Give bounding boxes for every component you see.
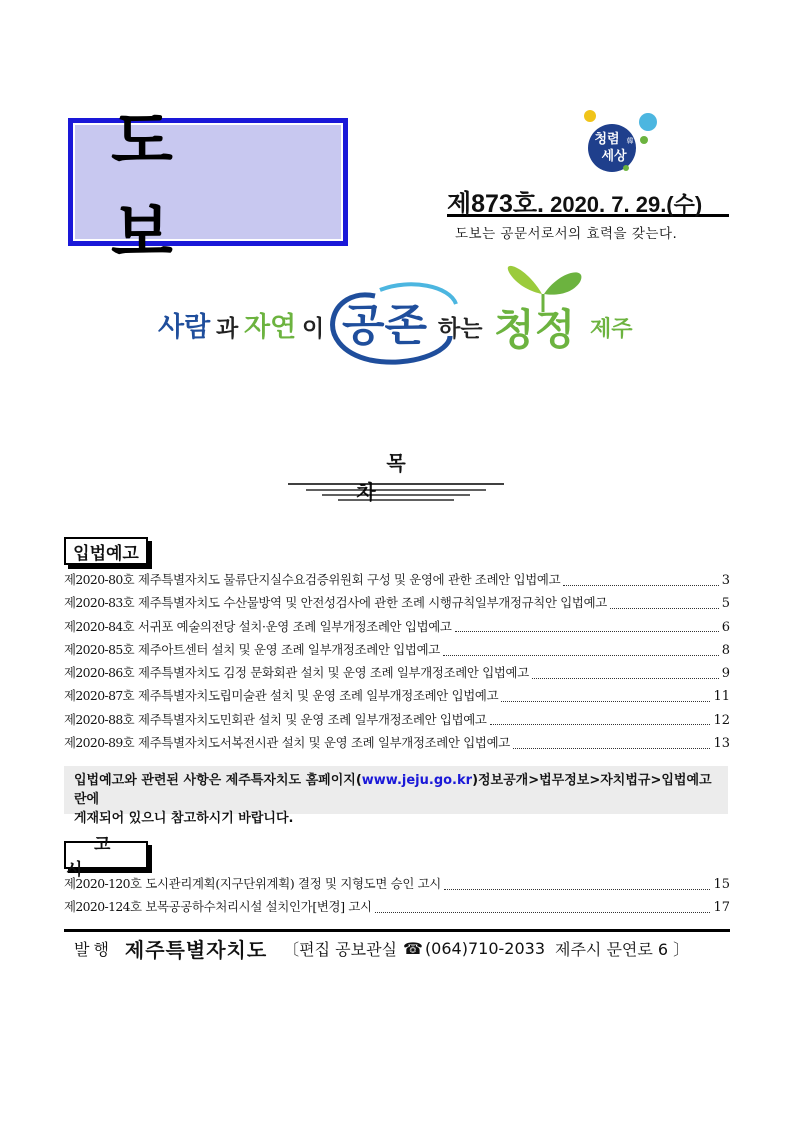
toc-entry-title: 제주특별자치도민회관 설치 및 운영 조례 일부개정조례안 입법예고: [138, 711, 487, 727]
toc-leader-dots: [610, 607, 719, 609]
toc-leader-dots: [501, 700, 710, 702]
toc-title: 목차: [356, 451, 466, 504]
toc-entry-title: 제주특별자치도 수산물방역 및 안전성검사에 관한 조례 시행규칙일부개정규칙안 입법예고: [138, 595, 607, 611]
issue-line: [447, 184, 729, 217]
toc-entry-number: 제2020-83호: [64, 595, 135, 611]
masthead-inner: [73, 104, 343, 271]
toc-leader-dots: [490, 723, 711, 725]
toc-entry[interactable]: [64, 640, 730, 663]
toc-entry-page: 12: [713, 712, 730, 728]
address: 제주시 문연로 6 〕: [555, 939, 690, 959]
toc-leader-dots: [455, 630, 719, 632]
toc-entry-title: 제주특별자치도립미술관 설치 및 운영 조례 일부개정조례안 입법예고: [138, 688, 499, 704]
notice-line1: [74, 771, 718, 809]
toc-entry-title: 제주특별자치도서복전시관 설치 및 운영 조례 일부개정조례안 입법예고: [138, 735, 510, 751]
toc-entry-title: 제주특별자치도 물류단지실수요검증위원회 구성 및 운영에 관한 조례안 입법예고: [138, 572, 561, 587]
toc-entry-title: 도시관리계획(지구단위계획) 결정 및 지형도면 승인 고시: [145, 876, 441, 891]
toc-entry-page: 9: [721, 666, 730, 682]
masthead-frame: [68, 104, 348, 271]
toc-entry-number: 제2020-124호: [64, 899, 142, 915]
notices-list: [64, 874, 730, 921]
toc-entry-title: 제주아트센터 설치 및 운영 조례 일부개정조례안 입법예고: [138, 641, 440, 657]
toc-entry-number: 제2020-86호: [64, 665, 135, 681]
toc-entry[interactable]: [64, 874, 730, 897]
toc-leader-dots: [513, 747, 711, 749]
toc-entry[interactable]: [64, 733, 730, 756]
clean-world-logo-icon: [580, 108, 660, 178]
slogan-part7: 청정: [494, 305, 576, 354]
toc-entry-number: 제2020-87호: [64, 688, 135, 704]
toc-entry[interactable]: [64, 710, 730, 733]
toc-entry-number: 제2020-85호: [64, 641, 135, 657]
logo-badge: 韓: [626, 137, 634, 145]
logo-text-line1: 청렴: [594, 132, 620, 147]
toc-entry-page: 5: [721, 596, 730, 612]
notice-line2: 게재되어 있으니 참고하시기 바랍니다.: [74, 811, 294, 826]
notice-box: [64, 766, 728, 826]
issue-date: 2020. 7. 29.(수): [550, 192, 703, 217]
toc-entry-number: 제2020-88호: [64, 711, 135, 727]
footer: [74, 934, 730, 962]
slogan-part6: 하는: [438, 316, 483, 342]
toc-title-rules: [288, 482, 504, 506]
masthead-title: 도 보: [111, 104, 209, 271]
toc-leader-dots: [375, 911, 711, 913]
slogan-part3: 자연: [244, 312, 297, 343]
slogan-part2: 과: [216, 316, 239, 342]
slogan-part1: 사람: [158, 312, 211, 343]
section-label-legislative: 입법예고: [64, 537, 148, 565]
toc-entry[interactable]: [64, 617, 730, 640]
toc-leader-dots: [532, 677, 719, 679]
toc-entry[interactable]: [64, 686, 730, 709]
toc-entry-number: 제2020-84호: [64, 618, 135, 634]
toc-entry-page: 15: [713, 877, 730, 892]
issue-number: 제873호.: [447, 190, 544, 218]
slogan-part5: 공존: [342, 300, 428, 351]
toc-entry-number: 제2020-120호: [64, 876, 142, 891]
toc-leader-dots: [444, 888, 710, 890]
footer-rule: [64, 929, 730, 932]
toc-entry-page: 17: [713, 900, 730, 916]
toc-entry-number: 제2020-80호: [64, 572, 135, 587]
toc-leader-dots: [443, 654, 719, 656]
toc-leader-dots: [563, 584, 718, 586]
toc-entry-page: 6: [721, 619, 730, 635]
publisher-label: 발행: [74, 939, 113, 959]
toc-entry-title: 제주특별자치도 김정 문화회관 설치 및 운영 조례 일부개정조례안 입법예고: [138, 665, 529, 681]
toc-entry[interactable]: [64, 663, 730, 686]
edit-office: 〔편집 공보관실: [283, 939, 397, 959]
toc-entry-title: 서귀포 예술의전당 설치·운영 조례 일부개정조례안 입법예고: [138, 618, 452, 634]
toc-entry-title: 보목공공하수처리시설 설치인가[변경] 고시: [145, 899, 372, 915]
toc-entry[interactable]: [64, 593, 730, 616]
telephone-icon: ☎: [403, 938, 423, 958]
toc-entry-number: 제2020-89호: [64, 735, 135, 751]
phone-number: (064)710-2033: [424, 938, 545, 958]
issue-note: 도보는 공문서로서의 효력을 갖는다.: [455, 226, 678, 242]
toc-entry-page: 13: [713, 736, 730, 752]
section-label-notices: 고시: [64, 841, 148, 869]
toc-entry[interactable]: [64, 570, 730, 593]
legislative-list: [64, 570, 730, 756]
toc-entry-page: 11: [713, 689, 730, 705]
homepage-link[interactable]: www.jeju.go.kr: [361, 773, 473, 788]
logo-text-line2: 세상: [601, 149, 627, 164]
publisher-name: 제주특별자치도: [124, 937, 268, 962]
toc-entry-page: 8: [721, 642, 730, 658]
slogan-part8: 제주: [590, 317, 633, 342]
toc-entry[interactable]: [64, 897, 730, 920]
notice-text-after: )정보공개>법무정보>자치법규>입법예고 란에: [74, 773, 712, 807]
slogan-banner: [150, 256, 650, 376]
slogan-part4: 이: [302, 316, 325, 342]
toc-entry-page: 3: [721, 573, 730, 588]
notice-text-before: 입법예고와 관련된 사항은 제주특자치도 홈페이지(: [74, 773, 362, 788]
